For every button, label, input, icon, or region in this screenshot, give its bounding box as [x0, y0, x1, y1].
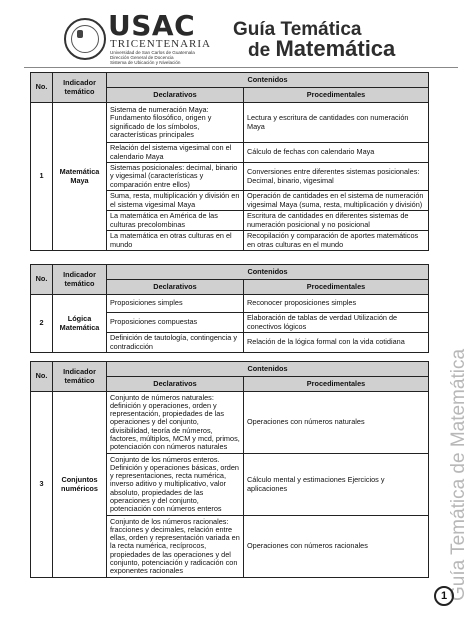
- guide-title-line1: Guía Temática: [233, 19, 362, 40]
- procedural-cell: Escritura de cantidades en diferentes sistemas de numeración posicional y no posicional: [244, 211, 429, 231]
- header-indicator: Indicador temático: [53, 265, 107, 295]
- header-indicator: Indicador temático: [53, 73, 107, 103]
- indicator-cell: Matemática Maya: [53, 103, 107, 251]
- logo-line: Dirección General de Docencia: [110, 55, 174, 60]
- declarative-cell: Conjunto de los números racionales: fracciones y decimales, relación entre ellas, orden y representación variada en la recta numérica, recíprocos, propiedades de las operaciones y del conjunto, potenciación y radicación con exponentes racionales: [107, 516, 244, 578]
- procedural-cell: Operaciones con números racionales: [244, 516, 429, 578]
- header-contents: Contenidos: [107, 265, 429, 280]
- procedural-cell: Reconocer proposiciones simples: [244, 295, 429, 313]
- guide-title-line2: [248, 38, 395, 62]
- university-seal-icon: [64, 18, 106, 60]
- procedural-cell: Relación de la lógica formal con la vida cotidiana: [244, 333, 429, 353]
- procedural-cell: Conversiones entre diferentes sistemas posicionales: Decimal, binario, vigesimal: [244, 163, 429, 191]
- header-no: No.: [31, 265, 53, 295]
- title-prefix: de: [248, 40, 276, 61]
- declarative-cell: Conjunto de números naturales: definición y operaciones, orden y representación, propiedades de las operaciones y del conjunto, divisibilidad, teoría de números, factores, múltiplos, MCM y mcd, primos, potenciación con números naturales: [107, 392, 244, 454]
- procedural-cell: Operaciones con números naturales: [244, 392, 429, 454]
- header-contents: Contenidos: [107, 362, 429, 377]
- sidebar-title: [448, 348, 470, 602]
- title-subject: Matemática: [275, 36, 396, 61]
- row-number: 2: [31, 295, 53, 353]
- seal-ring: [71, 25, 99, 53]
- indicator-cell: Lógica Matemática: [53, 295, 107, 353]
- declarative-cell: Proposiciones simples: [107, 295, 244, 313]
- declarative-cell: La matemática en otras culturas en el mundo: [107, 231, 244, 251]
- indicator-cell: Conjuntos numéricos: [53, 392, 107, 578]
- declarative-cell: Conjunto de los números enteros. Definición y operaciones básicas, orden y representaciones, recta numérica, inverso aditivo y multiplicativo, valor absoluto, propiedades de las operaciones y del conjunto, potenciación con números enteros: [107, 454, 244, 516]
- header-declarative: Declarativos: [107, 377, 244, 392]
- topic-table-2: [30, 264, 429, 353]
- topic-table-1: [30, 72, 429, 251]
- header-contents: Contenidos: [107, 73, 429, 88]
- header-declarative: Declarativos: [107, 88, 244, 103]
- declarative-cell: Relación del sistema vigesimal con el calendario Maya: [107, 143, 244, 163]
- declarative-cell: Sistema de numeración Maya: Fundamento filosófico, origen y significado de los símbolos, características principales: [107, 103, 244, 143]
- procedural-cell: Operación de cantidades en el sistema de numeración vigesimal Maya (suma, resta, multiplicación y división): [244, 191, 429, 211]
- header-procedural: Procedimentales: [244, 377, 429, 392]
- page-number: 1: [434, 586, 454, 606]
- header-no: No.: [31, 362, 53, 392]
- declarative-cell: Proposiciones compuestas: [107, 313, 244, 333]
- procedural-cell: Cálculo mental y estimaciones Ejercicios y aplicaciones: [244, 454, 429, 516]
- procedural-cell: Recopilación y comparación de aportes matemáticos en otras culturas en el mundo: [244, 231, 429, 251]
- declarative-cell: Suma, resta, multiplicación y división en el sistema vigesimal Maya: [107, 191, 244, 211]
- header-procedural: Procedimentales: [244, 280, 429, 295]
- seal-emblem: [77, 30, 83, 38]
- logo-line: Sistema de Ubicación y Nivelación: [110, 60, 181, 65]
- logo-text: USAC: [108, 9, 196, 42]
- sidebar-title-text: Guía Temática de Matemática: [448, 348, 469, 602]
- logo-subtitle: TRICENTENARIA: [110, 38, 211, 50]
- row-number: 3: [31, 392, 53, 578]
- logo-line: Universidad de San Carlos de Guatemala: [110, 50, 195, 55]
- header-indicator: Indicador temático: [53, 362, 107, 392]
- page-header: [0, 0, 474, 70]
- logo-lines: [110, 50, 200, 65]
- header-divider: [24, 67, 458, 68]
- header-procedural: Procedimentales: [244, 88, 429, 103]
- procedural-cell: Elaboración de tablas de verdad Utilización de conectivos lógicos: [244, 313, 429, 333]
- declarative-cell: Definición de tautología, contingencia y contradicción: [107, 333, 244, 353]
- topic-table-3: [30, 361, 429, 578]
- header-no: No.: [31, 73, 53, 103]
- header-declarative: Declarativos: [107, 280, 244, 295]
- procedural-cell: Lectura y escritura de cantidades con numeración Maya: [244, 103, 429, 143]
- declarative-cell: La matemática en América de las culturas precolombinas: [107, 211, 244, 231]
- row-number: 1: [31, 103, 53, 251]
- procedural-cell: Cálculo de fechas con calendario Maya: [244, 143, 429, 163]
- declarative-cell: Sistemas posicionales: decimal, binario y vigesimal (características y comparación entre ellos): [107, 163, 244, 191]
